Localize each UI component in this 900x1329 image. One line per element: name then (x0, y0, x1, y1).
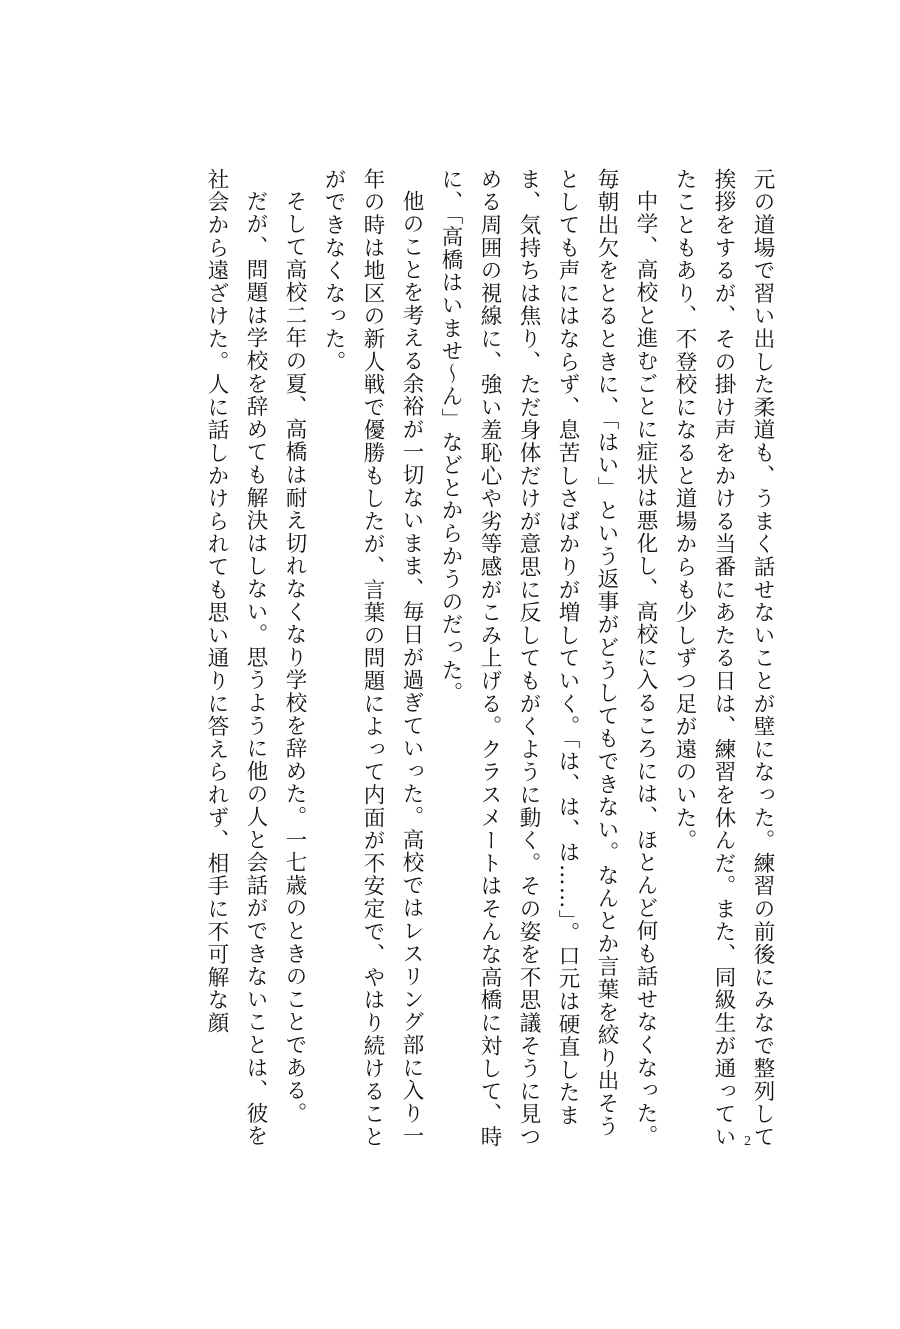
paragraph-symptoms: 中学、高校と進むごとに症状は悪化し、高校に入るころには、ほとんど何も話せなくなった。毎朝出欠をとるときに、「はい」という返事がどうしてもできない。なんとか言葉を絞り出そうとしても声にはならず、息苦しさばかりが増していく。「は、は、は……」。口元は硬直したまま、気持ちは焦り、ただ身体だけが意思に反してもがくように動く。その姿を不思議そうに見つめる周囲の視線に、強い羞恥心や劣等感がこみ上げる。クラスメートはそんな高橋に対して、時に、「高橋はいませ〜ん」などとからかうのだった。 (438, 168, 658, 1149)
paragraph-wrestling: 他のことを考える余裕が一切ないまま、毎日が過ぎていった。高校ではレスリング部に入り一年の時は地区の新人戦で優勝もしたが、言葉の問題によって内面が不安定で、やはり続けることができなくなった。 (321, 168, 424, 1149)
paragraph-judo: 元の道場で習い出した柔道も、うまく話せないことが壁になった。練習の前後にみなで整列して挨拶をするが、その掛け声をかける当番にあたる日は、練習を休んだ。また、同級生が通っていたこともあり、不登校になると道場からも少しずつ足が遠のいた。 (672, 168, 775, 1149)
page-number: 2 (744, 1134, 751, 1149)
paragraph-society: だが、問題は学校を辞めても解決はしない。思うように他の人と会話ができないことは、彼を社会から遠ざけた。人に話しかけられても思い通りに答えられず、相手に不可解な顔 (204, 168, 268, 1148)
vertical-text-body (197, 168, 782, 1158)
paragraph-dropout: そして高校二年の夏、高橋は耐え切れなくなり学校を辞めた。一七歳のときのことである。 (282, 189, 307, 1125)
